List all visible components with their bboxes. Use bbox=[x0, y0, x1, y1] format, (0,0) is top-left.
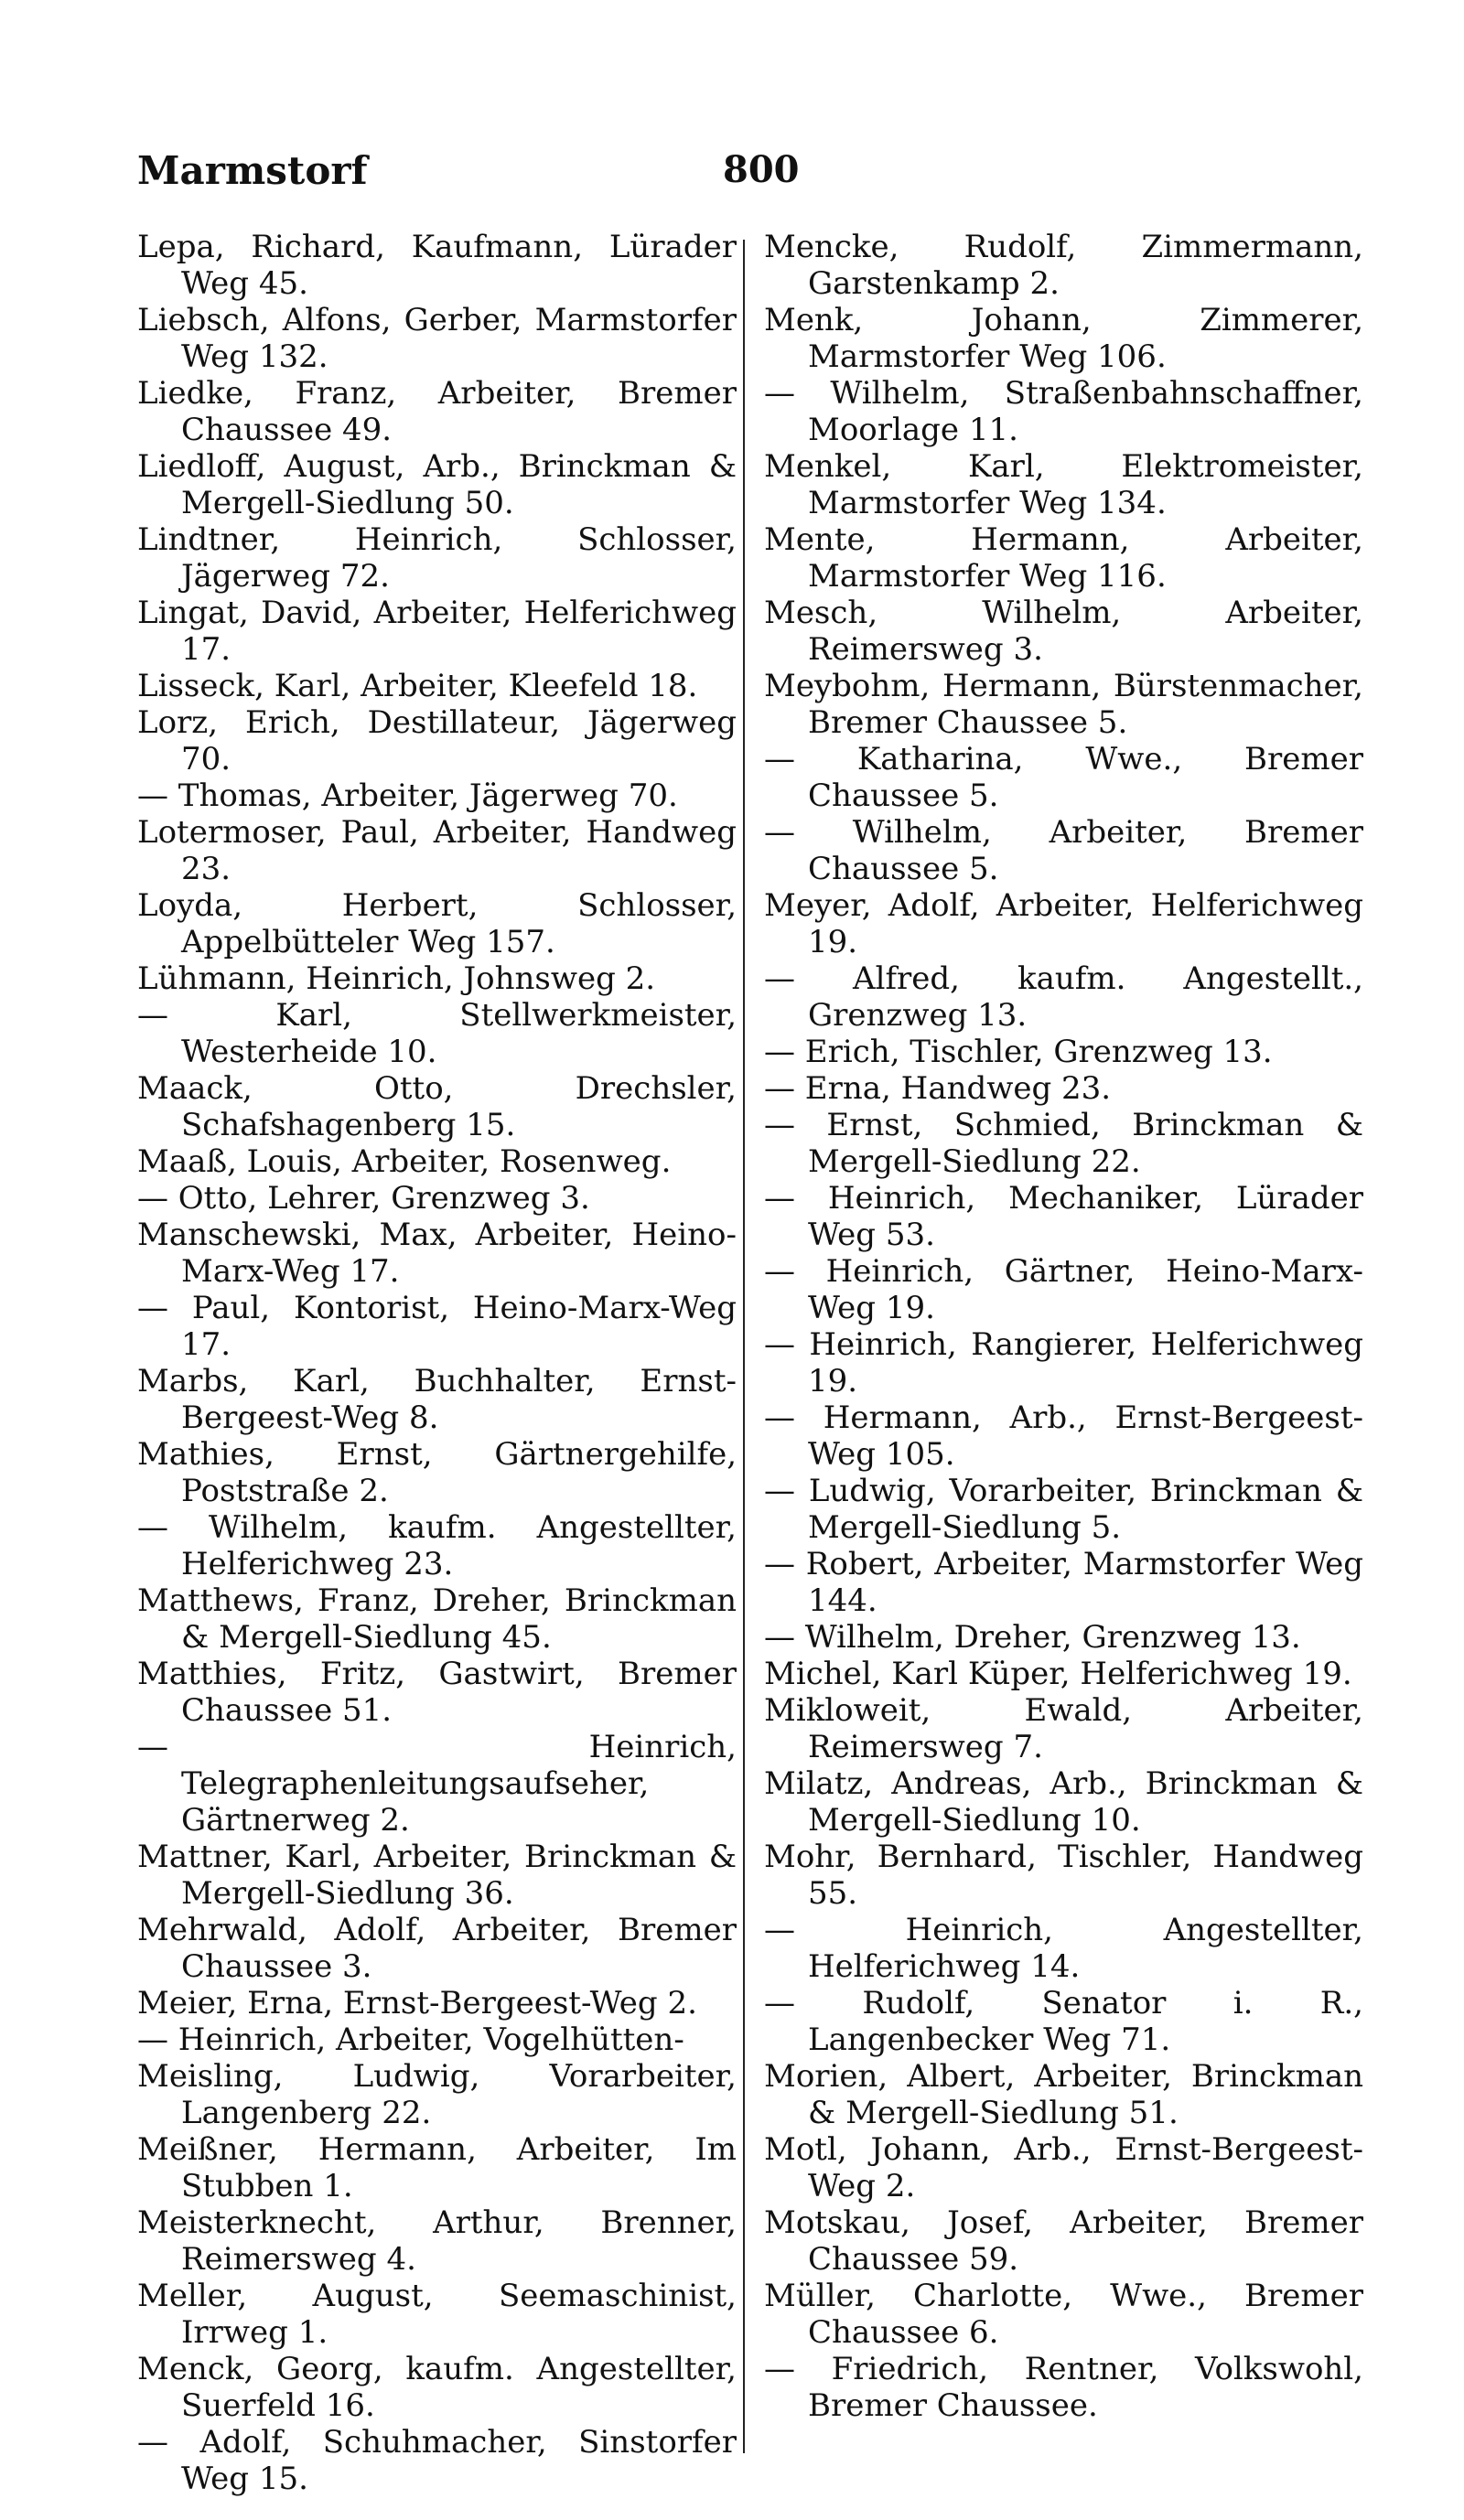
directory-entry: — Wilhelm, kaufm. Angestellter, Helferichweg 23. bbox=[137, 1509, 737, 1582]
directory-entry: — Adolf, Schuhmacher, Sinstorfer Weg 15. bbox=[137, 2424, 737, 2497]
directory-entry: Mente, Hermann, Arbeiter, Marmstorfer Weg 116. bbox=[764, 521, 1363, 595]
directory-entry: Loyda, Herbert, Schlosser, Appelbütteler Weg 157. bbox=[137, 887, 737, 960]
directory-entry: Matthies, Fritz, Gastwirt, Bremer Chaussee 51. bbox=[137, 1656, 737, 1729]
directory-entry: Liedloff, August, Arb., Brinckman & Mergell-Siedlung 50. bbox=[137, 448, 737, 521]
directory-entry: Lisseck, Karl, Arbeiter, Kleefeld 18. bbox=[137, 668, 698, 704]
directory-entry: Motskau, Josef, Arbeiter, Bremer Chaussee 59. bbox=[764, 2204, 1363, 2278]
directory-entry: — Heinrich, Mechaniker, Lürader Weg 53. bbox=[764, 1180, 1363, 1253]
directory-entry: — Paul, Kontorist, Heino-Marx-Weg 17. bbox=[137, 1290, 737, 1363]
directory-entry: Matthews, Franz, Dreher, Brinckman & Mergell-Siedlung 45. bbox=[137, 1582, 737, 1656]
directory-entry: — Hermann, Arb., Ernst-Bergeest-Weg 105. bbox=[764, 1399, 1363, 1473]
directory-entry: Menck, Georg, kaufm. Angestellter, Suerfeld 16. bbox=[137, 2351, 737, 2424]
directory-entry: — Wilhelm, Arbeiter, Bremer Chaussee 5. bbox=[764, 814, 1363, 887]
directory-entry: Meißner, Hermann, Arbeiter, Im Stubben 1. bbox=[137, 2131, 737, 2204]
directory-entry: — Wilhelm, Dreher, Grenzweg 13. bbox=[764, 1619, 1301, 1656]
directory-entry: Meybohm, Hermann, Bürstenmacher, Bremer Chaussee 5. bbox=[764, 668, 1363, 741]
directory-entry: Meier, Erna, Ernst-Bergeest-Weg 2. bbox=[137, 1985, 697, 2021]
directory-entry: Meyer, Adolf, Arbeiter, Helferichweg 19. bbox=[764, 887, 1363, 960]
directory-entry: Maaß, Louis, Arbeiter, Rosenweg. bbox=[137, 1143, 672, 1180]
directory-entry: — Heinrich, Gärtner, Heino-Marx-Weg 19. bbox=[764, 1253, 1363, 1326]
directory-entry: — Otto, Lehrer, Grenzweg 3. bbox=[137, 1180, 590, 1217]
directory-entry: Lotermoser, Paul, Arbeiter, Handweg 23. bbox=[137, 814, 737, 887]
directory-entry: — Heinrich, Telegraphenleitungsaufseher, Gärtnerweg 2. bbox=[137, 1729, 737, 1839]
directory-entry: Meisterknecht, Arthur, Brenner, Reimersweg 4. bbox=[137, 2204, 737, 2278]
directory-entry: Liedke, Franz, Arbeiter, Bremer Chaussee 49. bbox=[137, 375, 737, 448]
directory-entry: Mathies, Ernst, Gärtnergehilfe, Poststraße 2. bbox=[137, 1436, 737, 1509]
page-header bbox=[137, 148, 1382, 203]
directory-entry: Meller, August, Seemaschinist, Irrweg 1. bbox=[137, 2278, 737, 2351]
column-divider bbox=[743, 240, 745, 2453]
directory-entry: — Rudolf, Senator i. R., Langenbecker Weg 71. bbox=[764, 1985, 1363, 2058]
directory-entry: Mehrwald, Adolf, Arbeiter, Bremer Chaussee 3. bbox=[137, 1912, 737, 1985]
directory-entry: Liebsch, Alfons, Gerber, Marmstorfer Weg 132. bbox=[137, 302, 737, 375]
directory-entry: — Wilhelm, Straßenbahnschaffner, Moorlage 11. bbox=[764, 375, 1363, 448]
directory-entry: Motl, Johann, Arb., Ernst-Bergeest-Weg 2. bbox=[764, 2131, 1363, 2204]
directory-entry: — Alfred, kaufm. Angestellt., Grenzweg 13. bbox=[764, 960, 1363, 1034]
directory-entry: Lepa, Richard, Kaufmann, Lürader Weg 45. bbox=[137, 229, 737, 302]
directory-entry: Mencke, Rudolf, Zimmermann, Garstenkamp 2. bbox=[764, 229, 1363, 302]
directory-entry: Maack, Otto, Drechsler, Schafshagenberg 15. bbox=[137, 1070, 737, 1143]
directory-entry: — Ludwig, Vorarbeiter, Brinckman & Mergell-Siedlung 5. bbox=[764, 1473, 1363, 1546]
directory-entry: — Heinrich, Arbeiter, Vogelhütten- bbox=[137, 2021, 684, 2058]
directory-entry: Mikloweit, Ewald, Arbeiter, Reimersweg 7. bbox=[764, 1692, 1363, 1765]
directory-entry: Lorz, Erich, Destillateur, Jägerweg 70. bbox=[137, 704, 737, 777]
directory-entry: — Robert, Arbeiter, Marmstorfer Weg 144. bbox=[764, 1546, 1363, 1619]
directory-entry: Lingat, David, Arbeiter, Helferichweg 17. bbox=[137, 595, 737, 668]
left-column bbox=[137, 229, 737, 2497]
directory-entry: Meisling, Ludwig, Vorarbeiter, Langenberg 22. bbox=[137, 2058, 737, 2131]
right-column bbox=[764, 229, 1363, 2424]
directory-entry: Mattner, Karl, Arbeiter, Brinckman & Mergell-Siedlung 36. bbox=[137, 1839, 737, 1912]
page-number: 800 bbox=[723, 148, 800, 191]
directory-entry: Milatz, Andreas, Arb., Brinckman & Mergell-Siedlung 10. bbox=[764, 1765, 1363, 1839]
directory-entry: Morien, Albert, Arbeiter, Brinckman & Mergell-Siedlung 51. bbox=[764, 2058, 1363, 2131]
directory-entry: — Erich, Tischler, Grenzweg 13. bbox=[764, 1034, 1273, 1070]
directory-entry: — Karl, Stellwerkmeister, Westerheide 10. bbox=[137, 997, 737, 1070]
directory-entry: Mesch, Wilhelm, Arbeiter, Reimersweg 3. bbox=[764, 595, 1363, 668]
directory-entry: — Heinrich, Rangierer, Helferichweg 19. bbox=[764, 1326, 1363, 1399]
directory-entry: Manschewski, Max, Arbeiter, Heino-Marx-Weg 17. bbox=[137, 1217, 737, 1290]
directory-entry: Mohr, Bernhard, Tischler, Handweg 55. bbox=[764, 1839, 1363, 1912]
directory-entry: — Heinrich, Angestellter, Helferichweg 14. bbox=[764, 1912, 1363, 1985]
directory-entry: Menk, Johann, Zimmerer, Marmstorfer Weg 106. bbox=[764, 302, 1363, 375]
directory-entry: — Katharina, Wwe., Bremer Chaussee 5. bbox=[764, 741, 1363, 814]
directory-entry: — Thomas, Arbeiter, Jägerweg 70. bbox=[137, 777, 678, 814]
directory-entry: — Friedrich, Rentner, Volkswohl, Bremer Chaussee. bbox=[764, 2351, 1363, 2424]
directory-entry: Müller, Charlotte, Wwe., Bremer Chaussee 6. bbox=[764, 2278, 1363, 2351]
directory-entry: Marbs, Karl, Buchhalter, Ernst-Bergeest-Weg 8. bbox=[137, 1363, 737, 1436]
directory-entry: Lühmann, Heinrich, Johnsweg 2. bbox=[137, 960, 656, 997]
directory-entry: Lindtner, Heinrich, Schlosser, Jägerweg 72. bbox=[137, 521, 737, 595]
directory-entry: — Ernst, Schmied, Brinckman & Mergell-Siedlung 22. bbox=[764, 1107, 1363, 1180]
directory-entry: — Erna, Handweg 23. bbox=[764, 1070, 1112, 1107]
directory-entry: Menkel, Karl, Elektromeister, Marmstorfer Weg 134. bbox=[764, 448, 1363, 521]
page-header-place: Marmstorf bbox=[137, 148, 368, 193]
directory-entry: Michel, Karl Küper, Helferichweg 19. bbox=[764, 1656, 1352, 1692]
